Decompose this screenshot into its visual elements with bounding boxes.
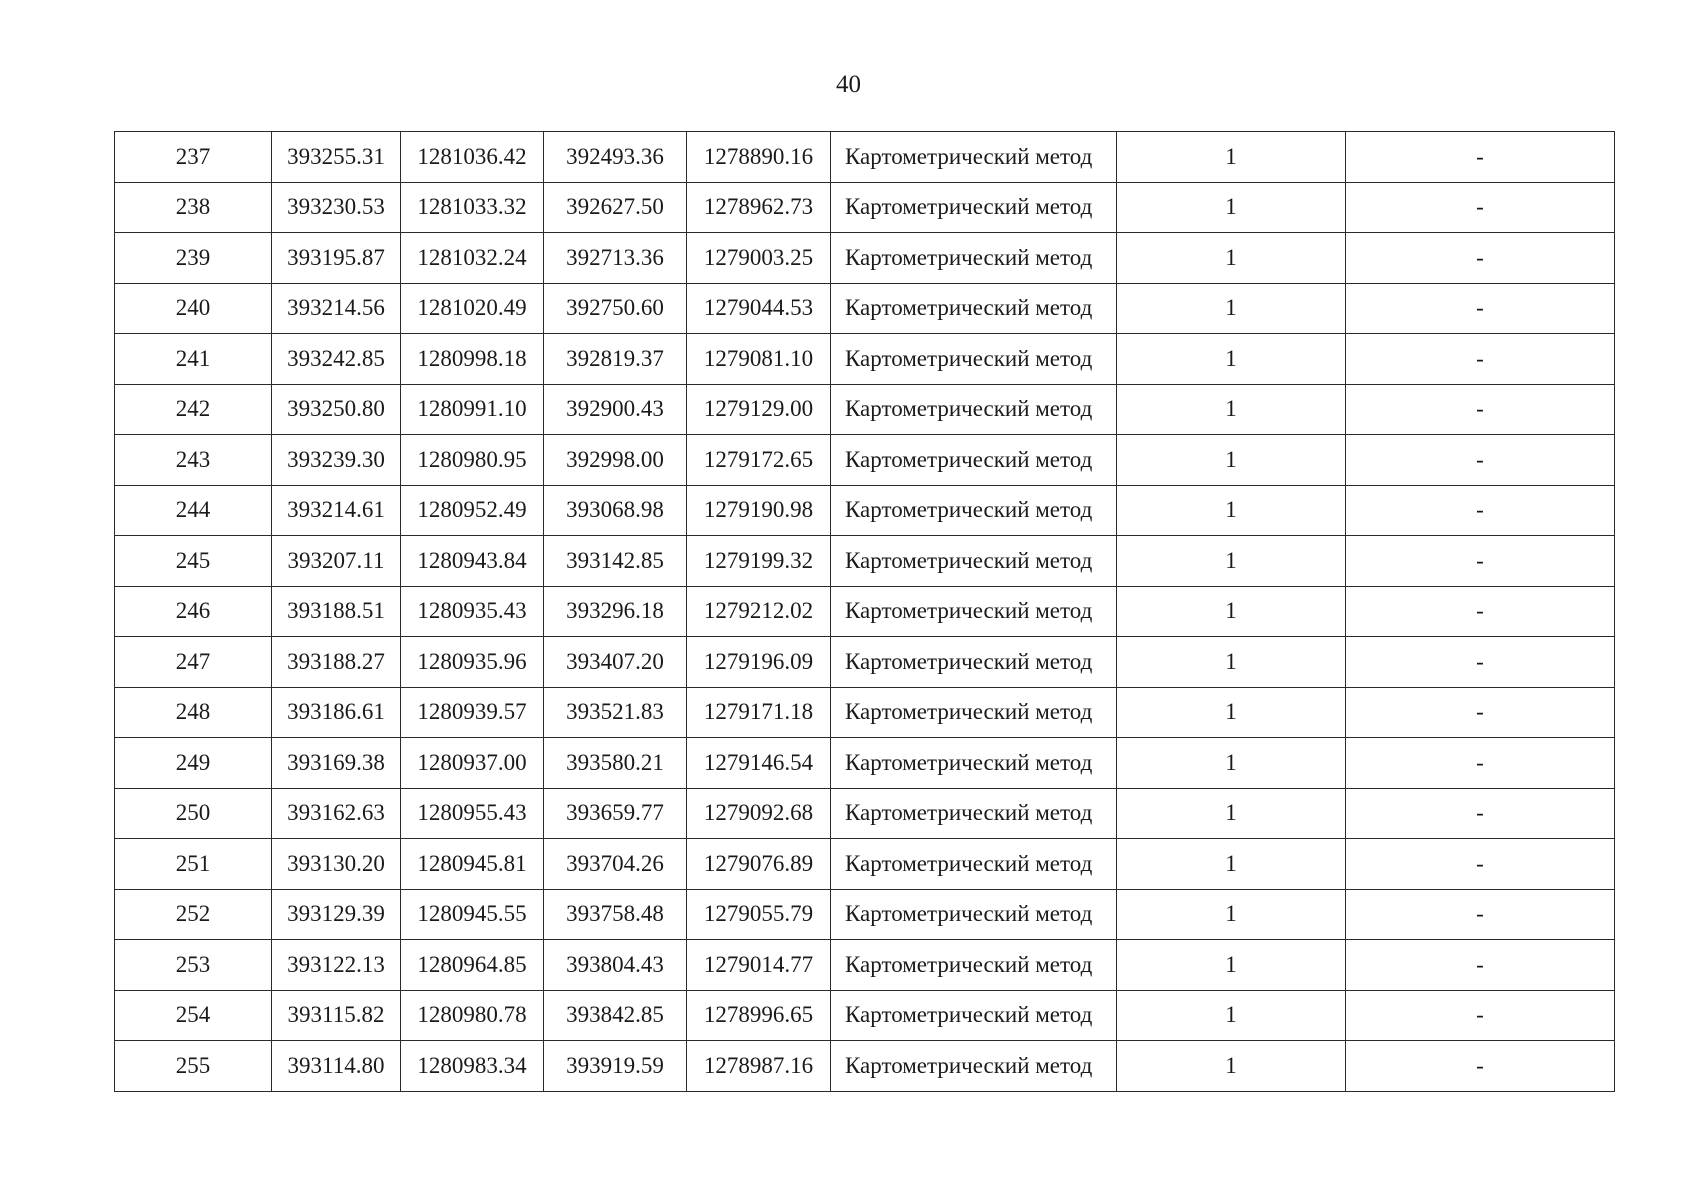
y-coordinate-cell: 1280935.96 xyxy=(401,637,544,688)
method-cell: Картометрический метод xyxy=(831,485,1117,536)
x2-coordinate-cell: 392750.60 xyxy=(544,283,687,334)
point-number-cell: 246 xyxy=(115,586,272,637)
note-cell: - xyxy=(1346,182,1615,233)
accuracy-cell: 1 xyxy=(1117,536,1346,587)
method-cell: Картометрический метод xyxy=(831,788,1117,839)
y-coordinate-cell: 1280980.95 xyxy=(401,435,544,486)
x2-coordinate-cell: 393580.21 xyxy=(544,738,687,789)
point-number-cell: 254 xyxy=(115,990,272,1041)
y-coordinate-cell: 1280955.43 xyxy=(401,788,544,839)
x-coordinate-cell: 393195.87 xyxy=(272,233,401,284)
y2-coordinate-cell: 1279172.65 xyxy=(687,435,831,486)
y2-coordinate-cell: 1279076.89 xyxy=(687,839,831,890)
y2-coordinate-cell: 1278962.73 xyxy=(687,182,831,233)
method-cell: Картометрический метод xyxy=(831,1041,1117,1092)
accuracy-cell: 1 xyxy=(1117,485,1346,536)
point-number-cell: 253 xyxy=(115,940,272,991)
x2-coordinate-cell: 393804.43 xyxy=(544,940,687,991)
accuracy-cell: 1 xyxy=(1117,334,1346,385)
accuracy-cell: 1 xyxy=(1117,384,1346,435)
y-coordinate-cell: 1280939.57 xyxy=(401,687,544,738)
y-coordinate-cell: 1280998.18 xyxy=(401,334,544,385)
accuracy-cell: 1 xyxy=(1117,637,1346,688)
note-cell: - xyxy=(1346,788,1615,839)
point-number-cell: 249 xyxy=(115,738,272,789)
table-row xyxy=(115,738,1615,789)
x-coordinate-cell: 393214.56 xyxy=(272,283,401,334)
x2-coordinate-cell: 393842.85 xyxy=(544,990,687,1041)
x2-coordinate-cell: 392900.43 xyxy=(544,384,687,435)
table-row xyxy=(115,182,1615,233)
y-coordinate-cell: 1280935.43 xyxy=(401,586,544,637)
accuracy-cell: 1 xyxy=(1117,233,1346,284)
y-coordinate-cell: 1280952.49 xyxy=(401,485,544,536)
x2-coordinate-cell: 393704.26 xyxy=(544,839,687,890)
y2-coordinate-cell: 1279212.02 xyxy=(687,586,831,637)
accuracy-cell: 1 xyxy=(1117,687,1346,738)
y2-coordinate-cell: 1278987.16 xyxy=(687,1041,831,1092)
x2-coordinate-cell: 393142.85 xyxy=(544,536,687,587)
coordinates-table xyxy=(114,131,1615,1092)
accuracy-cell: 1 xyxy=(1117,586,1346,637)
x-coordinate-cell: 393242.85 xyxy=(272,334,401,385)
table-row xyxy=(115,788,1615,839)
x-coordinate-cell: 393122.13 xyxy=(272,940,401,991)
point-number-cell: 251 xyxy=(115,839,272,890)
note-cell: - xyxy=(1346,839,1615,890)
table-row xyxy=(115,233,1615,284)
y2-coordinate-cell: 1279196.09 xyxy=(687,637,831,688)
y2-coordinate-cell: 1279199.32 xyxy=(687,536,831,587)
table-row xyxy=(115,283,1615,334)
x2-coordinate-cell: 392998.00 xyxy=(544,435,687,486)
accuracy-cell: 1 xyxy=(1117,435,1346,486)
accuracy-cell: 1 xyxy=(1117,940,1346,991)
y2-coordinate-cell: 1279146.54 xyxy=(687,738,831,789)
note-cell: - xyxy=(1346,738,1615,789)
point-number-cell: 242 xyxy=(115,384,272,435)
method-cell: Картометрический метод xyxy=(831,637,1117,688)
table-row xyxy=(115,536,1615,587)
y2-coordinate-cell: 1279055.79 xyxy=(687,889,831,940)
point-number-cell: 245 xyxy=(115,536,272,587)
note-cell: - xyxy=(1346,586,1615,637)
x2-coordinate-cell: 393919.59 xyxy=(544,1041,687,1092)
note-cell: - xyxy=(1346,233,1615,284)
x-coordinate-cell: 393214.61 xyxy=(272,485,401,536)
page-number: 40 xyxy=(836,71,861,98)
x2-coordinate-cell: 393758.48 xyxy=(544,889,687,940)
accuracy-cell: 1 xyxy=(1117,788,1346,839)
method-cell: Картометрический метод xyxy=(831,586,1117,637)
y2-coordinate-cell: 1279003.25 xyxy=(687,233,831,284)
y2-coordinate-cell: 1279014.77 xyxy=(687,940,831,991)
accuracy-cell: 1 xyxy=(1117,839,1346,890)
note-cell: - xyxy=(1346,1041,1615,1092)
x2-coordinate-cell: 393068.98 xyxy=(544,485,687,536)
note-cell: - xyxy=(1346,889,1615,940)
x2-coordinate-cell: 392627.50 xyxy=(544,182,687,233)
table-row xyxy=(115,132,1615,183)
method-cell: Картометрический метод xyxy=(831,889,1117,940)
y2-coordinate-cell: 1279044.53 xyxy=(687,283,831,334)
point-number-cell: 250 xyxy=(115,788,272,839)
x2-coordinate-cell: 393521.83 xyxy=(544,687,687,738)
point-number-cell: 239 xyxy=(115,233,272,284)
y-coordinate-cell: 1280964.85 xyxy=(401,940,544,991)
accuracy-cell: 1 xyxy=(1117,889,1346,940)
note-cell: - xyxy=(1346,132,1615,183)
x-coordinate-cell: 393162.63 xyxy=(272,788,401,839)
table-row xyxy=(115,940,1615,991)
accuracy-cell: 1 xyxy=(1117,283,1346,334)
table-row xyxy=(115,637,1615,688)
table-row xyxy=(115,990,1615,1041)
x-coordinate-cell: 393207.11 xyxy=(272,536,401,587)
y-coordinate-cell: 1281032.24 xyxy=(401,233,544,284)
note-cell: - xyxy=(1346,940,1615,991)
method-cell: Картометрический метод xyxy=(831,738,1117,789)
point-number-cell: 237 xyxy=(115,132,272,183)
y-coordinate-cell: 1280980.78 xyxy=(401,990,544,1041)
x2-coordinate-cell: 393407.20 xyxy=(544,637,687,688)
table-row xyxy=(115,334,1615,385)
x2-coordinate-cell: 392493.36 xyxy=(544,132,687,183)
y2-coordinate-cell: 1278890.16 xyxy=(687,132,831,183)
y2-coordinate-cell: 1279081.10 xyxy=(687,334,831,385)
accuracy-cell: 1 xyxy=(1117,738,1346,789)
y-coordinate-cell: 1280945.55 xyxy=(401,889,544,940)
x-coordinate-cell: 393186.61 xyxy=(272,687,401,738)
table-row xyxy=(115,384,1615,435)
x-coordinate-cell: 393169.38 xyxy=(272,738,401,789)
method-cell: Картометрический метод xyxy=(831,132,1117,183)
x2-coordinate-cell: 393659.77 xyxy=(544,788,687,839)
table-row xyxy=(115,839,1615,890)
y-coordinate-cell: 1280991.10 xyxy=(401,384,544,435)
point-number-cell: 252 xyxy=(115,889,272,940)
note-cell: - xyxy=(1346,283,1615,334)
point-number-cell: 247 xyxy=(115,637,272,688)
method-cell: Картометрический метод xyxy=(831,182,1117,233)
x2-coordinate-cell: 392713.36 xyxy=(544,233,687,284)
accuracy-cell: 1 xyxy=(1117,182,1346,233)
method-cell: Картометрический метод xyxy=(831,687,1117,738)
x-coordinate-cell: 393130.20 xyxy=(272,839,401,890)
point-number-cell: 241 xyxy=(115,334,272,385)
accuracy-cell: 1 xyxy=(1117,1041,1346,1092)
method-cell: Картометрический метод xyxy=(831,940,1117,991)
y2-coordinate-cell: 1279129.00 xyxy=(687,384,831,435)
table-row xyxy=(115,485,1615,536)
table-row xyxy=(115,586,1615,637)
note-cell: - xyxy=(1346,990,1615,1041)
table-row xyxy=(115,889,1615,940)
method-cell: Картометрический метод xyxy=(831,334,1117,385)
y-coordinate-cell: 1281033.32 xyxy=(401,182,544,233)
method-cell: Картометрический метод xyxy=(831,536,1117,587)
table-body xyxy=(115,132,1615,1092)
y2-coordinate-cell: 1279190.98 xyxy=(687,485,831,536)
y-coordinate-cell: 1280937.00 xyxy=(401,738,544,789)
x-coordinate-cell: 393230.53 xyxy=(272,182,401,233)
x2-coordinate-cell: 393296.18 xyxy=(544,586,687,637)
y-coordinate-cell: 1281020.49 xyxy=(401,283,544,334)
accuracy-cell: 1 xyxy=(1117,132,1346,183)
point-number-cell: 238 xyxy=(115,182,272,233)
y-coordinate-cell: 1280943.84 xyxy=(401,536,544,587)
x2-coordinate-cell: 392819.37 xyxy=(544,334,687,385)
point-number-cell: 255 xyxy=(115,1041,272,1092)
y2-coordinate-cell: 1279092.68 xyxy=(687,788,831,839)
note-cell: - xyxy=(1346,687,1615,738)
y-coordinate-cell: 1280983.34 xyxy=(401,1041,544,1092)
x-coordinate-cell: 393114.80 xyxy=(272,1041,401,1092)
method-cell: Картометрический метод xyxy=(831,839,1117,890)
note-cell: - xyxy=(1346,435,1615,486)
method-cell: Картометрический метод xyxy=(831,283,1117,334)
x-coordinate-cell: 393188.27 xyxy=(272,637,401,688)
method-cell: Картометрический метод xyxy=(831,233,1117,284)
accuracy-cell: 1 xyxy=(1117,990,1346,1041)
note-cell: - xyxy=(1346,334,1615,385)
note-cell: - xyxy=(1346,485,1615,536)
point-number-cell: 240 xyxy=(115,283,272,334)
x-coordinate-cell: 393129.39 xyxy=(272,889,401,940)
method-cell: Картометрический метод xyxy=(831,990,1117,1041)
point-number-cell: 243 xyxy=(115,435,272,486)
table-row xyxy=(115,687,1615,738)
x-coordinate-cell: 393250.80 xyxy=(272,384,401,435)
note-cell: - xyxy=(1346,637,1615,688)
point-number-cell: 248 xyxy=(115,687,272,738)
table-row xyxy=(115,1041,1615,1092)
note-cell: - xyxy=(1346,536,1615,587)
y-coordinate-cell: 1281036.42 xyxy=(401,132,544,183)
x-coordinate-cell: 393255.31 xyxy=(272,132,401,183)
y-coordinate-cell: 1280945.81 xyxy=(401,839,544,890)
y2-coordinate-cell: 1279171.18 xyxy=(687,687,831,738)
point-number-cell: 244 xyxy=(115,485,272,536)
x-coordinate-cell: 393188.51 xyxy=(272,586,401,637)
table-row xyxy=(115,435,1615,486)
x-coordinate-cell: 393239.30 xyxy=(272,435,401,486)
x-coordinate-cell: 393115.82 xyxy=(272,990,401,1041)
method-cell: Картометрический метод xyxy=(831,435,1117,486)
method-cell: Картометрический метод xyxy=(831,384,1117,435)
y2-coordinate-cell: 1278996.65 xyxy=(687,990,831,1041)
note-cell: - xyxy=(1346,384,1615,435)
